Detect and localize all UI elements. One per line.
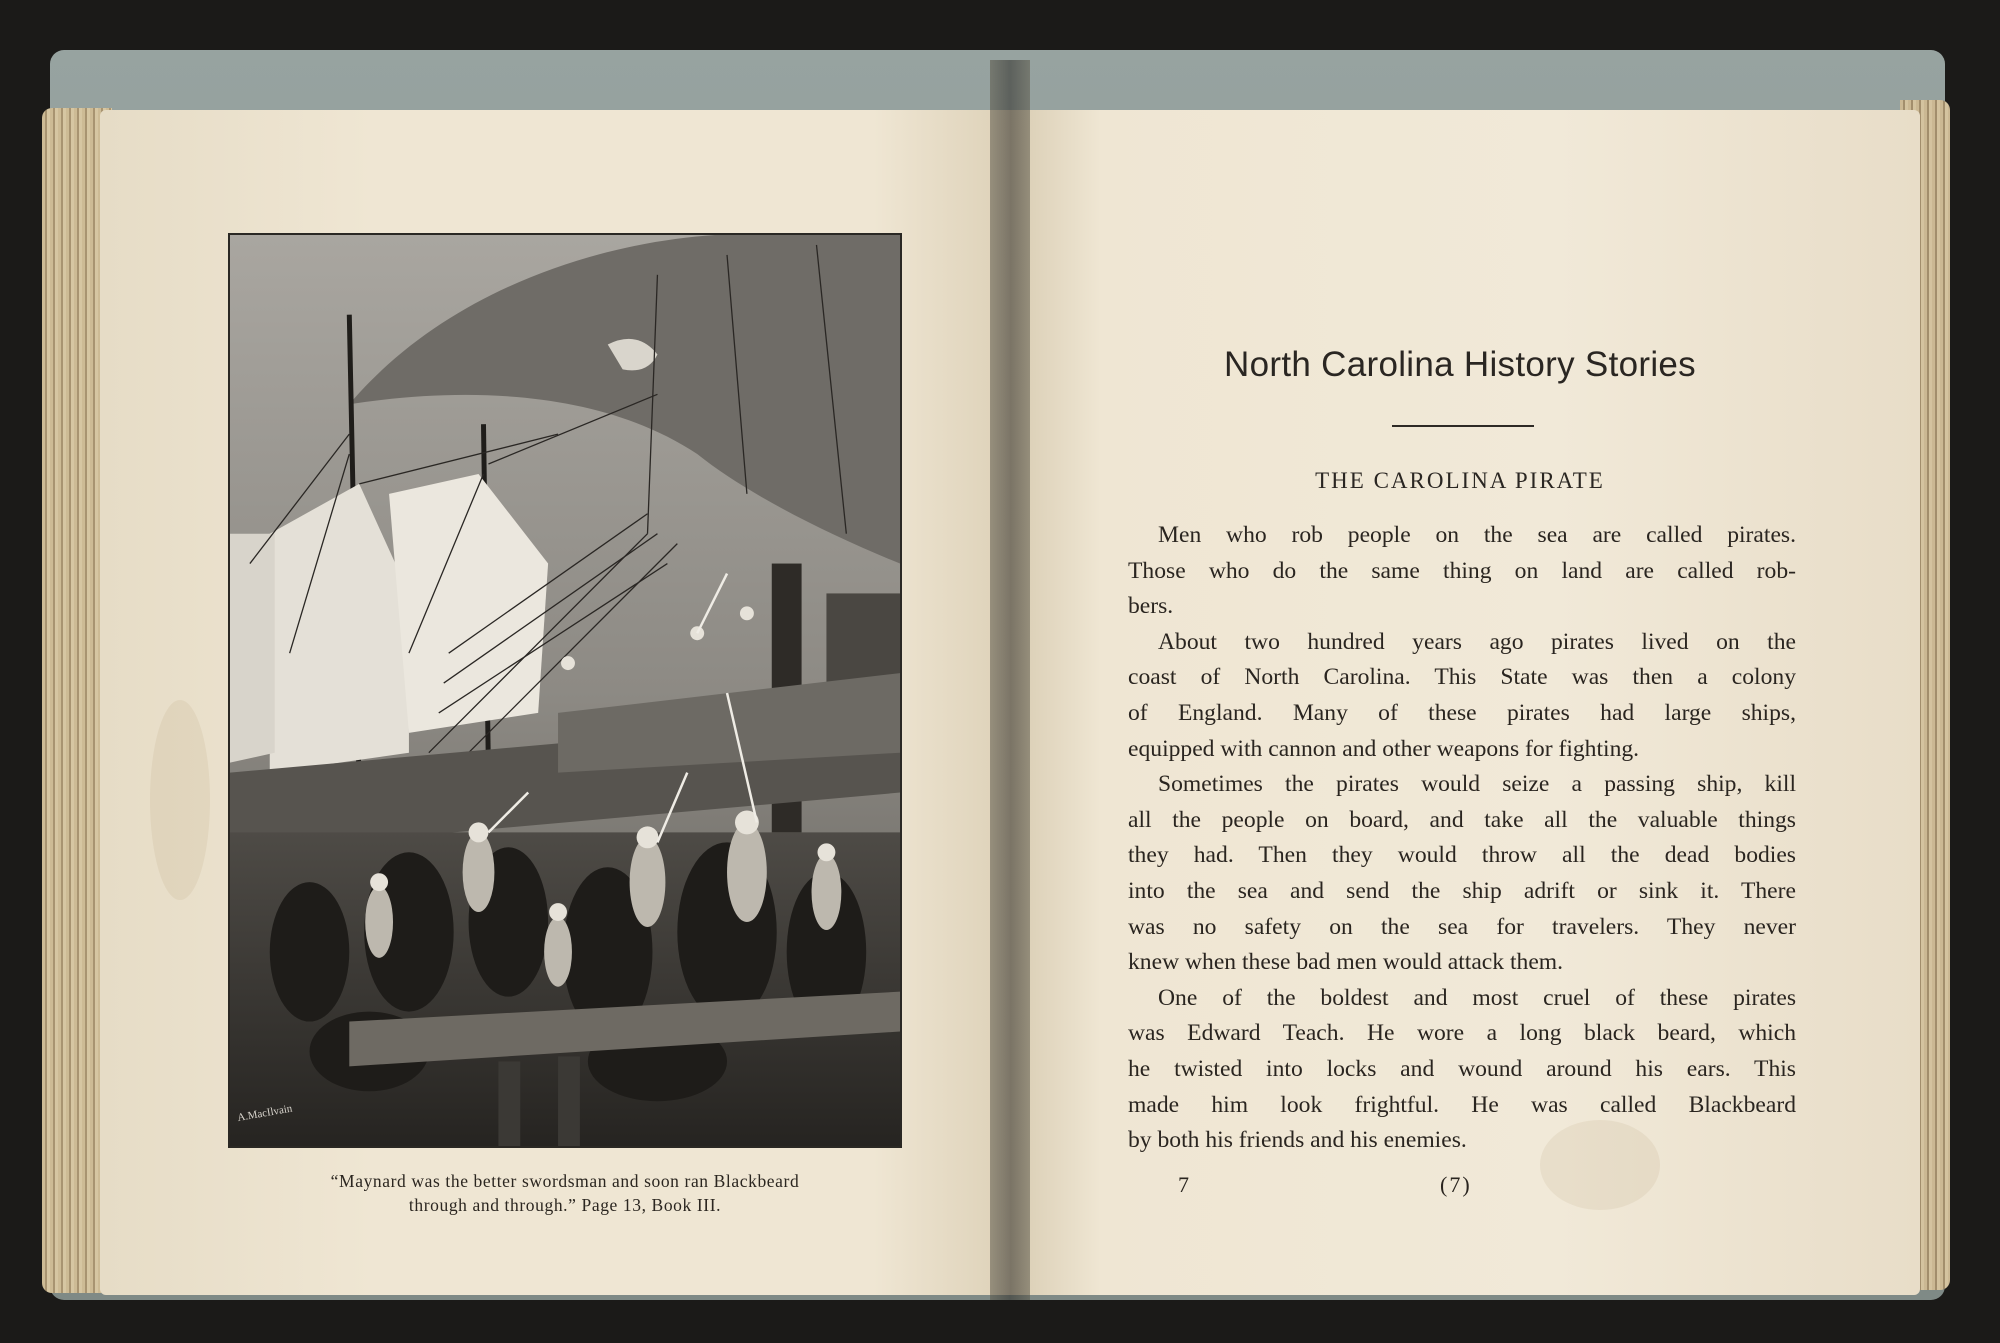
engraving-picture [230,235,900,1146]
text-line: was no safety on the sea for travelers. They never [1128,913,1796,940]
text-line: made him look frightful. He was called Blackbeard [1128,1091,1796,1118]
chapter-title: THE CAROLINA PIRATE [1315,468,1605,493]
text-line: bers. [1128,593,1174,620]
text-line: knew when these bad men would attack them. [1128,949,1564,976]
artist-signature: A.MacIlvain [236,1102,294,1125]
text-line: he twisted into locks and wound around his ears. This [1128,1055,1796,1082]
running-head: North Carolina History Stories [1224,345,1696,384]
text-line: into the sea and send the ship adrift or sink it. There [1128,877,1796,904]
text-line: of England. Many of these pirates had large ships, [1128,699,1796,726]
book-spine [990,60,1030,1300]
caption-line: through and through.” Page 13, Book III. [408,1194,722,1215]
text-line: Those who do the same thing on land are called rob- [1128,557,1796,584]
body-text [1128,518,1796,1159]
text-line: equipped with cannon and other weapons for fighting. [1128,735,1640,762]
text-line: was Edward Teach. He wore a long black beard, which [1128,1020,1796,1047]
text-line: One of the boldest and most cruel of these pirates [1158,984,1796,1011]
title-rule [1392,425,1534,427]
text-line: they had. Then they would throw all the dead bodies [1128,842,1796,869]
text-line: Sometimes the pirates would seize a passing ship, kill [1158,771,1796,798]
text-line: About two hundred years ago pirates lived on the [1158,628,1796,655]
page-number-parenthesized: (7) [1440,1172,1472,1197]
illustration-caption [230,1170,900,1217]
text-line: Men who rob people on the sea are called pirates. [1158,522,1796,548]
paper-stain [150,700,210,900]
text-line: coast of North Carolina. This State was then a colony [1128,664,1796,691]
pirate-battle-illustration [228,233,902,1148]
page-number: 7 [1178,1172,1189,1197]
text-line: by both his friends and his enemies. [1128,1127,1467,1154]
text-line: all the people on board, and take all the valuable things [1128,806,1796,833]
caption-line: “Maynard was the better swordsman and soon ran Blackbeard [330,1171,800,1191]
